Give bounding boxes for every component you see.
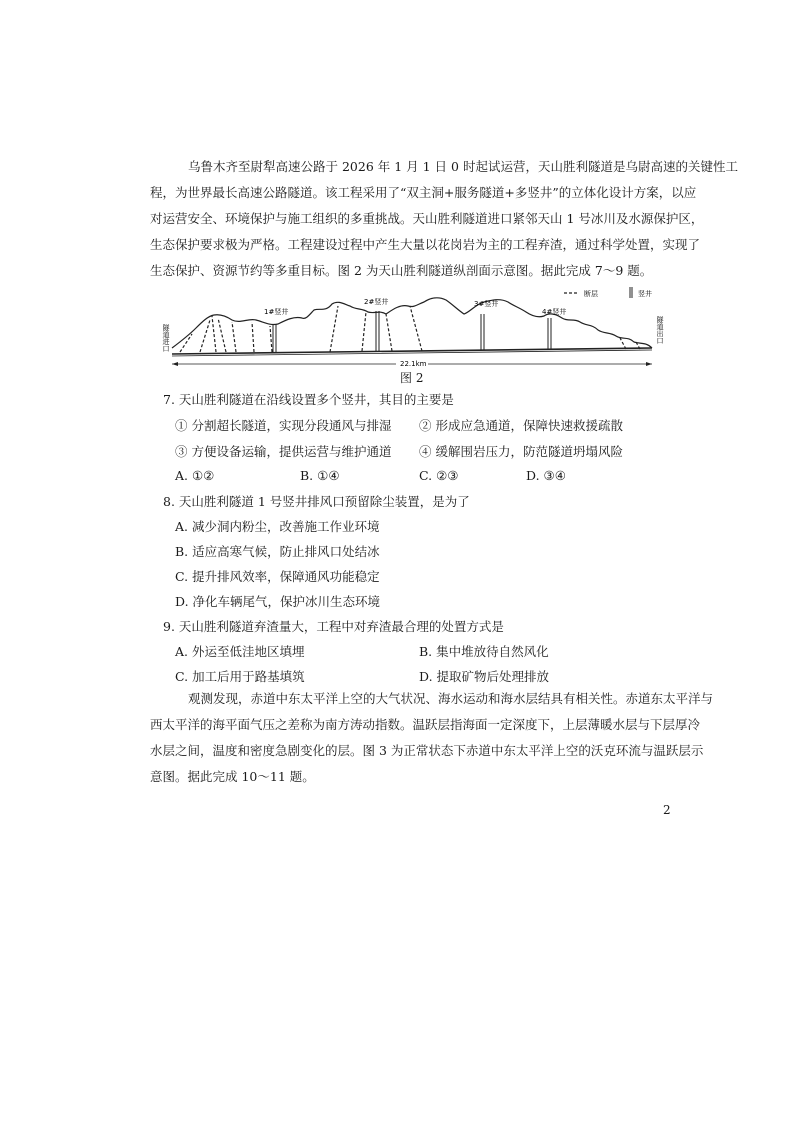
intro-line: 生态保护要求极为严格。工程建设过程中产生大量以花岗岩为主的工程弃渣，通过科学处置，实现了 bbox=[150, 237, 701, 252]
fault-line bbox=[232, 322, 236, 352]
question-8-stem: 8. 天山胜利隧道 1 号竖井排风口预留除尘装置，是为了 bbox=[163, 494, 470, 509]
intro-paragraph-1 bbox=[150, 154, 738, 284]
q8-option-d[interactable]: D. 净化车辆尾气，保护冰川生态环境 bbox=[175, 594, 381, 609]
question-9-stem: 9. 天山胜利隧道弃渣量大，工程中对弃渣最合理的处置方式是 bbox=[163, 619, 504, 634]
q9-option-c[interactable]: C. 加工后用于路基填筑 bbox=[175, 669, 305, 684]
fault-line bbox=[620, 338, 626, 349]
terrain-profile bbox=[172, 298, 652, 348]
shaft-2-label: 2#竖井 bbox=[364, 298, 389, 306]
fault-line bbox=[386, 314, 392, 351]
fault-line bbox=[410, 306, 422, 351]
intro-paragraph-2 bbox=[150, 686, 714, 790]
q7-statement-1: ① 分割超长隧道，实现分段通风与排湿 bbox=[175, 418, 392, 433]
q8-option-b[interactable]: B. 适应高寒气候，防止排风口处结冰 bbox=[175, 544, 380, 559]
q9-option-b[interactable]: B. 集中堆放待自然风化 bbox=[419, 644, 549, 659]
intro-line: 生态保护、资源节约等多重目标。图 2 为天山胜利隧道纵剖面示意图。据此完成 7～9 题。 bbox=[150, 263, 653, 278]
tunnel-profile-figure bbox=[160, 284, 670, 380]
q7-statement-3: ③ 方便设备运输，提供运营与维护通道 bbox=[175, 444, 392, 459]
q8-option-a[interactable]: A. 减少洞内粉尘，改善施工作业环境 bbox=[175, 519, 380, 534]
tunnel-exit-label: 隧道出口 bbox=[656, 316, 664, 344]
intro-line: 水层之间，温度和密度急剧变化的层。图 3 为正常状态下赤道中东太平洋上空的沃克环流与温跃层示 bbox=[150, 743, 704, 758]
intro-line: 西太平洋的海平面气压之差称为南方涛动指数。温跃层指海面一定深度下，上层薄暖水层与下层厚冷 bbox=[150, 717, 701, 732]
q9-option-a[interactable]: A. 外运至低洼地区填埋 bbox=[175, 644, 305, 659]
fault-line bbox=[200, 320, 210, 352]
intro-line: 对运营安全、环境保护与施工组织的多重挑战。天山胜利隧道进口紧邻天山 1 号冰川及水源保护区， bbox=[150, 211, 704, 226]
q7-option-d[interactable]: D. ③④ bbox=[526, 468, 566, 483]
tunnel-entrance-label: 隧道进口 bbox=[162, 324, 170, 352]
shaft-1-label: 1#竖井 bbox=[264, 308, 289, 316]
q9-option-d[interactable]: D. 提取矿物后处理排放 bbox=[419, 669, 550, 684]
fault-line bbox=[218, 318, 226, 352]
q7-statement-4: ④ 缓解围岩压力，防范隧道坍塌风险 bbox=[419, 444, 623, 459]
arrow-right-icon bbox=[646, 362, 652, 366]
arrow-left-icon bbox=[172, 362, 178, 366]
q8-option-c[interactable]: C. 提升排风效率，保障通风功能稳定 bbox=[175, 569, 380, 584]
fault-line bbox=[330, 306, 338, 352]
shaft-4-label: 4#竖井 bbox=[542, 308, 567, 316]
length-label: 22.1km bbox=[400, 360, 427, 368]
q7-option-b[interactable]: B. ①④ bbox=[300, 468, 340, 483]
question-7-stem: 7. 天山胜利隧道在沿线设置多个竖井，其目的主要是 bbox=[163, 392, 454, 407]
fault-line bbox=[270, 326, 272, 352]
fault-line bbox=[212, 316, 216, 352]
intro-line: 程，为世界最长高速公路隧道。该工程采用了“双主洞+服务隧道+多竖井”的立体化设计方案，以应 bbox=[150, 185, 697, 200]
figure-2-caption: 图 2 bbox=[400, 371, 424, 385]
q7-option-c[interactable]: C. ②③ bbox=[419, 468, 459, 483]
intro-line: 观测发现，赤道中东太平洋上空的大气状况、海水运动和海水层结具有相关性。赤道东太平洋与 bbox=[188, 691, 714, 706]
shaft-3-label: 3#竖井 bbox=[474, 300, 499, 308]
page-number: 2 bbox=[663, 803, 671, 817]
legend-shaft-label: 竖井 bbox=[638, 290, 652, 298]
q7-statement-2: ② 形成应急通道，保障快速救援疏散 bbox=[419, 418, 623, 433]
intro-line: 乌鲁木齐至尉犁高速公路于 2026 年 1 月 1 日 0 时起试运营，天山胜利隧道是乌尉高速的关键性工 bbox=[188, 159, 738, 174]
q7-option-a[interactable]: A. ①② bbox=[175, 468, 215, 483]
fault-line bbox=[252, 322, 254, 352]
intro-line: 意图。据此完成 10～11 题。 bbox=[150, 769, 315, 784]
fault-line bbox=[362, 312, 366, 351]
legend-fault-label: 断层 bbox=[584, 290, 598, 298]
